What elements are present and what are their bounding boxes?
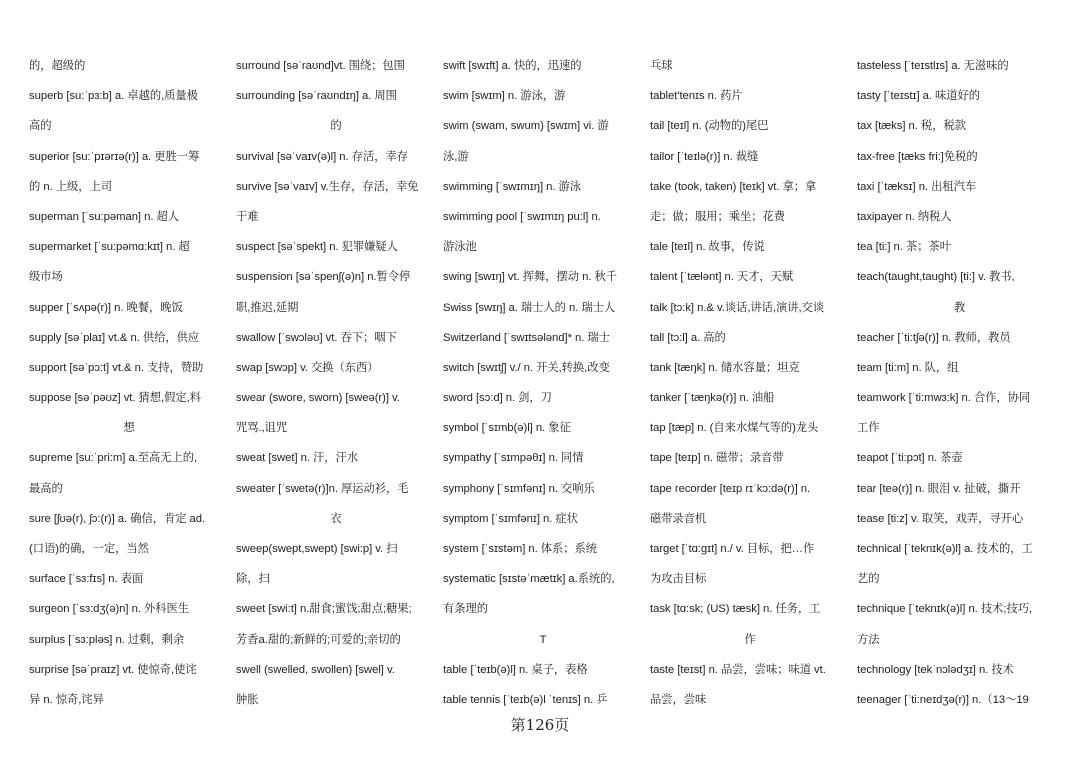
entry-line: swim [swɪm] n. 游泳，游 <box>443 90 566 103</box>
entry-line: superb [su:ˈpɜ:b] a. 卓越的,质量极 <box>29 90 198 103</box>
entry-line: 除，扫 <box>236 573 270 586</box>
entry-line: swap [swɔp] v. 交换（东西） <box>236 361 379 374</box>
entry-line: 肿胀 <box>236 693 259 706</box>
entry-line: 级市场 <box>29 271 63 284</box>
column-1 <box>29 54 229 718</box>
entry-line: talk [tɔ:k] n.& v.谈话,讲话,演讲,交谈 <box>650 301 825 314</box>
entry-line: 芳香a.甜的;新鲜的;可爱的;亲切的 <box>236 633 401 646</box>
entry-line: suppose [səˈpəʊz] vt. 猜想,假定,料 <box>29 392 201 405</box>
entry-line: tale [teɪl] n. 故事，传说 <box>650 241 765 254</box>
entry-line: table [ˈteɪb(ə)l] n. 桌子，表格 <box>443 663 588 676</box>
entry-line: teamwork [ˈti:mwɜ:k] n. 合作，协同 <box>857 392 1031 405</box>
section-letter-heading: T <box>539 633 547 646</box>
entry-line: survival [səˈvaɪv(ə)l] n. 存活，幸存 <box>236 150 408 163</box>
entry-line: tax-free [tæks fri:]免税的 <box>857 150 978 163</box>
entry-line: supper [ˈsʌpə(r)] n. 晚餐，晚饭 <box>29 301 183 314</box>
entry-line: supply [səˈplaɪ] vt.& n. 供给，供应 <box>29 331 200 344</box>
entry-line: tear [teə(r)] n. 眼泪 v. 扯破，撕开 <box>857 482 1021 495</box>
entry-line: supermarket [ˈsu:pəmɑ:kɪt] n. 超 <box>29 241 190 254</box>
entry-line: 乓球 <box>650 60 673 72</box>
entry-line: switch [swɪtʃ] v./ n. 开关,转换,改变 <box>443 361 610 374</box>
entry-line: 方法 <box>857 633 880 646</box>
entry-line: sweat [swet] n. 汗，汗水 <box>236 452 359 465</box>
entry-line: sure [ʃʊə(r), ʃɔ:(r)] a. 确信，肯定 ad. <box>29 512 206 525</box>
column-5 <box>857 54 1062 718</box>
entry-line: taxi [ˈtæksɪ] n. 出租汽车 <box>857 180 977 193</box>
entry-line: symphony [ˈsɪmfənɪ] n. 交响乐 <box>443 482 595 495</box>
entry-line: Swiss [swɪŋ] a. 瑞士人的 n. 瑞士人 <box>443 301 616 314</box>
entry-line: teacher [ˈti:tʃə(r)] n. 教师，教员 <box>857 331 1011 344</box>
entry-line: 泳,游 <box>443 150 469 163</box>
entry-line: sword [sɔ:d] n. 剑，刀 <box>443 392 552 405</box>
entry-line: 咒骂.,诅咒 <box>236 422 288 435</box>
entry-line: take (took, taken) [teɪk] vt. 拿；拿 <box>650 180 817 193</box>
entry-line: surprise [səˈpraɪz] vt. 使惊奇,使诧 <box>29 663 197 676</box>
entry-line: tail [teɪl] n. (动物的)尾巴 <box>650 120 769 133</box>
entry-line: tailor [ˈteɪlə(r)] n. 裁缝 <box>650 150 759 163</box>
entry-line: 工作 <box>857 422 880 435</box>
entry-line: Switzerland [ˈswɪtsələnd]* n. 瑞士 <box>443 331 610 344</box>
entry-line: 品尝，尝味 <box>650 693 707 706</box>
entry-line: swell (swelled, swollen) [swel] v. <box>236 663 395 676</box>
entry-line: suspension [səˈspenʃ(ə)n] n.暂令停 <box>236 271 411 284</box>
entry-line: systematic [sɪstəˈmætɪk] a.系统的, <box>443 573 615 586</box>
entry-line: surface [ˈsɜ:fɪs] n. 表面 <box>29 573 144 586</box>
entry-line: superman [ˈsu:pəman] n. 超人 <box>29 210 180 223</box>
entry-line: taste [teɪst] n. 品尝，尝味；味道 vt. <box>650 663 826 676</box>
entry-line: swimming pool [ˈswɪmɪŋ pu:l] n. <box>443 210 601 223</box>
entry-line: surplus [ˈsɜ:pləs] n. 过剩，剩余 <box>29 633 185 646</box>
column-4 <box>650 54 850 718</box>
entry-line: 职,推迟,延期 <box>236 301 299 314</box>
entry-line: suspect [səˈspekt] n. 犯罪嫌疑人 <box>236 241 398 254</box>
entry-line: symptom [ˈsɪmfənɪ] n. 症状 <box>443 512 578 525</box>
entry-line: tall [tɔ:l] a. 高的 <box>650 331 726 344</box>
entry-line: 的，超级的 <box>29 60 86 72</box>
entry-line: surround [səˈraʊnd]vt. 围绕；包围 <box>236 60 405 72</box>
entry-line: team [ti:m] n. 队，组 <box>857 361 959 374</box>
section-letter-heading: 想 <box>123 422 135 435</box>
entry-line: 于难 <box>236 210 259 223</box>
entry-line: 磁带录音机 <box>650 512 707 525</box>
entry-line: 异 n. 惊奇,诧异 <box>29 693 104 706</box>
entry-line: 艺的 <box>857 573 880 586</box>
entry-line: 高的 <box>29 120 52 133</box>
entry-line: technology [tekˈnɔlədʒɪ] n. 技术 <box>857 663 1014 676</box>
entry-line: superior [su:ˈpɪərɪə(r)] a. 更胜一筹 <box>29 150 200 163</box>
section-letter-heading: 的 <box>330 120 342 133</box>
entry-line: teenager [ˈti:neɪdʒə(r)] n.（13～19 <box>857 693 1029 706</box>
entry-line: surgeon [ˈsɜ:dʒ(ə)n] n. 外科医生 <box>29 603 189 616</box>
entry-line: survive [səˈvaɪv] v.生存，存活，幸免 <box>236 180 419 193</box>
entry-line: tablet'tenɪs n. 药片 <box>650 90 743 103</box>
entry-line: swim (swam, swum) [swɪm] vi. 游 <box>443 120 609 133</box>
entry-line: technique [ˈteknɪk(ə)l] n. 技术;技巧, <box>857 603 1033 616</box>
entry-line: 最高的 <box>29 482 63 495</box>
entry-line: 走；做；服用；乘坐；花费 <box>650 210 785 223</box>
entry-line: system [ˈsɪstəm] n. 体系；系统 <box>443 543 598 555</box>
entry-line: tanker [ˈtæŋkə(r)] n. 油船 <box>650 392 775 405</box>
entry-line: target [ˈtɑ:gɪt] n./ v. 目标，把…作 <box>650 543 815 555</box>
entry-line: swear (swore, sworn) [sweə(r)] v. <box>236 392 400 405</box>
entry-line: symbol [ˈsɪmb(ə)l] n. 象征 <box>443 422 571 435</box>
entry-line: sweater [ˈswetə(r)]n. 厚运动衫，毛 <box>236 482 409 495</box>
entry-line: task [tɑ:sk; (US) tæsk] n. 任务，工 <box>650 603 821 616</box>
entry-line: tape [teɪp] n. 磁带；录音带 <box>650 452 784 465</box>
entry-line: surrounding [səˈraʊndɪŋ] a. 周围 <box>236 90 397 103</box>
entry-line: sympathy [ˈsɪmpəθɪ] n. 同情 <box>443 452 584 465</box>
entry-line: teapot [ˈti:pɔt] n. 茶壶 <box>857 452 963 465</box>
entry-line: tea [ti:] n. 茶；茶叶 <box>857 241 951 254</box>
entry-line: 有条理的 <box>443 603 488 616</box>
entry-line: (口语)的确，一定，当然 <box>29 543 149 555</box>
entry-line: sweet [swi:t] n.甜食;蜜饯;甜点;糖果; <box>236 603 412 616</box>
entry-line: swallow [ˈswɔləʊ] vt. 吞下；咽下 <box>236 331 397 344</box>
column-2 <box>236 54 436 718</box>
entry-line: tank [tæŋk] n. 储水容量；坦克 <box>650 361 800 374</box>
entry-line: tape recorder [teɪp rɪˈkɔ:də(r)] n. <box>650 482 811 495</box>
entry-line: 游泳池 <box>443 241 477 254</box>
entry-line: technical [ˈteknɪk(ə)l] a. 技术的，工 <box>857 543 1033 555</box>
entry-line: support [səˈpɔ:t] vt.& n. 支持，赞助 <box>29 361 204 374</box>
entry-line: tasty [ˈteɪstɪ] a. 味道好的 <box>857 90 981 103</box>
entry-line: tasteless [ˈteɪstlɪs] a. 无滋味的 <box>857 60 1009 72</box>
section-letter-heading: 教 <box>953 301 966 314</box>
entry-line: tap [tæp] n. (自来水煤气等的)龙头 <box>650 422 819 435</box>
entry-line: 的 n. 上级，上司 <box>29 180 112 193</box>
entry-line: tease [ti:z] v. 取笑，戏弄，寻开心 <box>857 512 1024 525</box>
entry-line: sweep(swept,swept) [swi:p] v. 扫 <box>236 543 398 555</box>
entry-line: talent [ˈtælənt] n. 天才，天赋 <box>650 271 794 284</box>
column-3 <box>443 54 643 718</box>
entry-line: swift [swɪft] a. 快的，迅速的 <box>443 60 582 72</box>
entry-line: table tennis [ˈteɪb(ə)l ˈtenɪs] n. 乒 <box>443 693 608 706</box>
entry-line: supreme [su:ˈpri:m] a.至高无上的, <box>29 452 198 465</box>
page-number: 第126页 <box>510 716 570 734</box>
entry-line: 为攻击目标 <box>650 573 707 586</box>
section-letter-heading: 衣 <box>330 512 342 525</box>
entry-line: taxipayer n. 纳税人 <box>857 210 952 223</box>
entry-line: teach(taught,taught) [ti:] v. 教书, <box>857 271 1015 284</box>
entry-line: swimming [ˈswɪmɪŋ] n. 游泳 <box>443 180 582 193</box>
section-letter-heading: 作 <box>744 633 756 646</box>
entry-line: tax [tæks] n. 税，税款 <box>857 120 966 133</box>
entry-line: swing [swɪŋ] vt. 挥舞，摆动 n. 秋千 <box>443 271 617 284</box>
